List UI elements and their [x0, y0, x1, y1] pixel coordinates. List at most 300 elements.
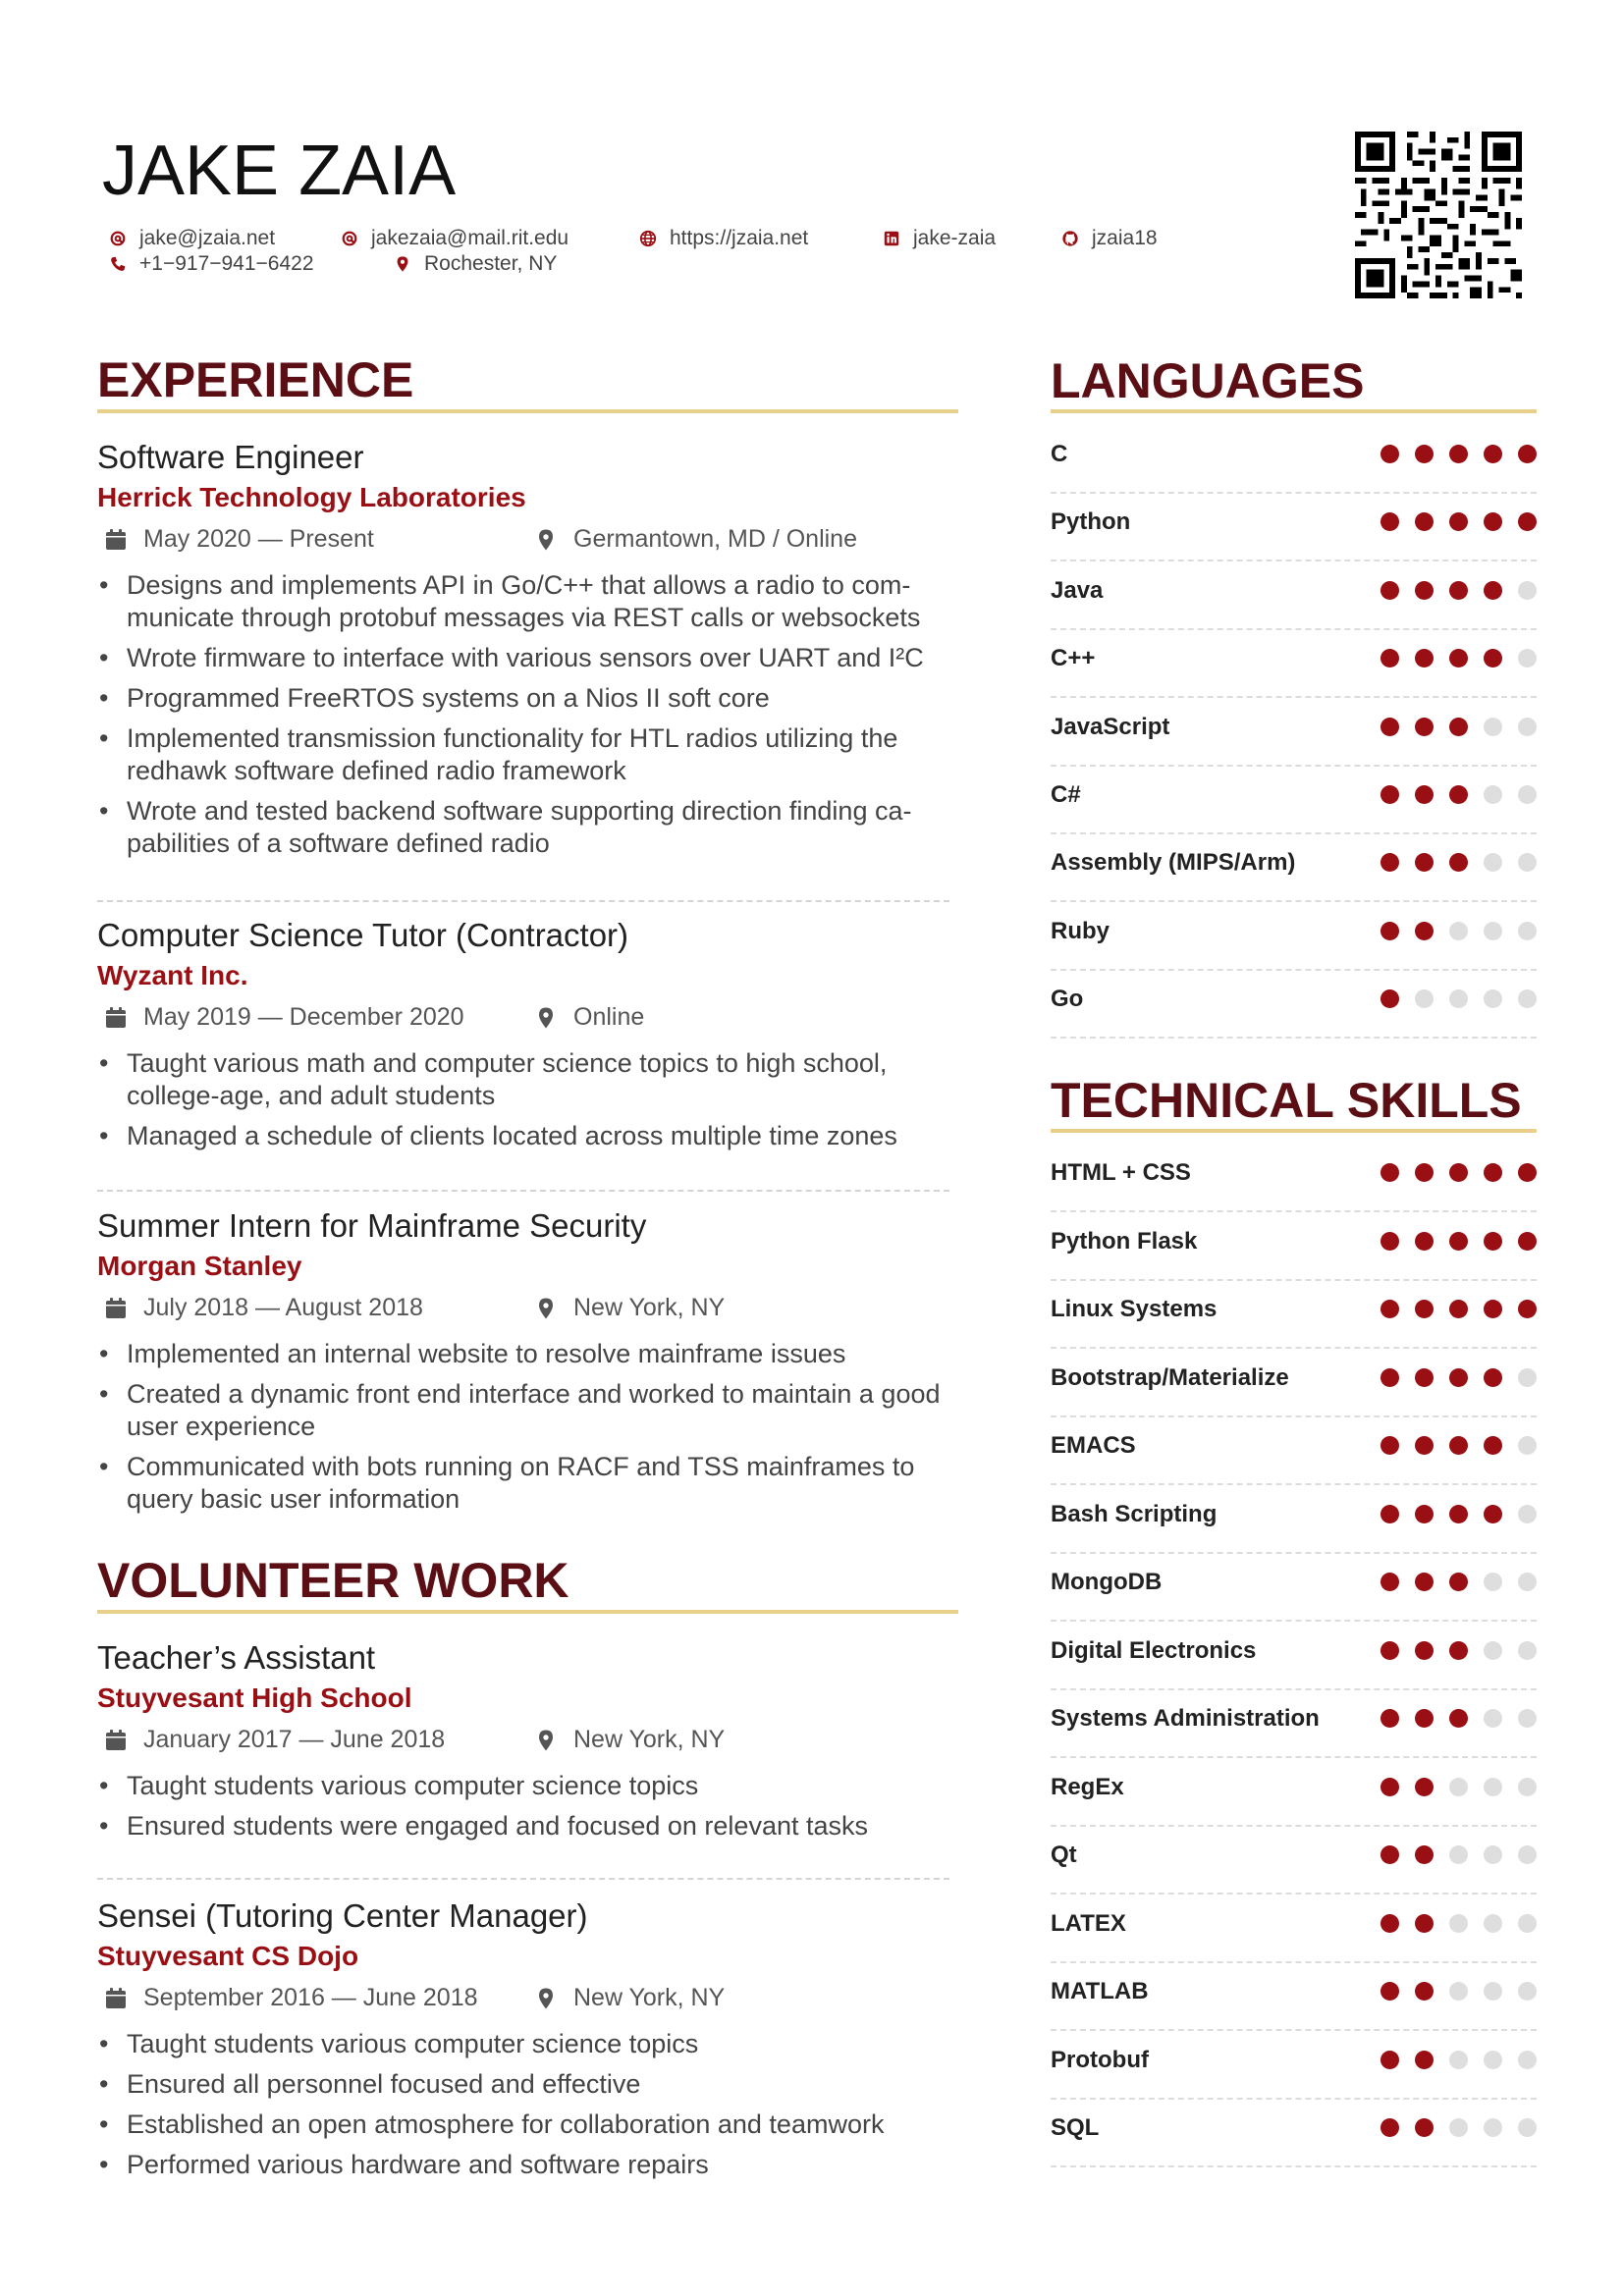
languages-row — [1051, 714, 1537, 782]
rating-dot-filled — [1415, 853, 1434, 872]
entry-separator — [97, 1878, 949, 1880]
rating-dot-filled — [1380, 1300, 1399, 1318]
entry-dates-text: May 2020 — Present — [143, 525, 374, 553]
rating-dot-empty — [1484, 1573, 1502, 1591]
skill-name: HTML + CSS — [1051, 1159, 1191, 1186]
bullet-item: • Created a dynamic front end interface and worked to maintain a good user experience — [97, 1378, 961, 1443]
entry-location — [534, 525, 857, 554]
rating-dot-empty — [1518, 1573, 1537, 1591]
rating-dot-filled — [1415, 1845, 1434, 1864]
rating-dot-filled — [1449, 785, 1468, 804]
skills-row — [1051, 1978, 1537, 2047]
skill-rating — [1365, 1845, 1537, 1864]
rating-dot-filled — [1415, 1778, 1434, 1796]
contact-email-school[interactable] — [340, 227, 568, 250]
rating-dot-filled — [1449, 1368, 1468, 1387]
row-separator — [1051, 765, 1537, 767]
skills-row — [1051, 1159, 1537, 1228]
rating-dot-filled — [1380, 2051, 1399, 2069]
candidate-name: JAKE ZAIA — [102, 132, 457, 210]
skill-name: Assembly (MIPS/Arm) — [1051, 849, 1296, 877]
rating-dot-filled — [1380, 1436, 1399, 1455]
skill-name: Bootstrap/Materialize — [1051, 1363, 1289, 1391]
skill-rating — [1365, 1778, 1537, 1796]
rating-dot-empty — [1415, 989, 1434, 1008]
rating-dot-filled — [1518, 1300, 1537, 1318]
rating-dot-filled — [1415, 1368, 1434, 1387]
calendar-icon — [104, 1987, 128, 2010]
rating-dot-filled — [1415, 1573, 1434, 1591]
rating-dot-filled — [1449, 512, 1468, 531]
bullet-item: • Taught students various computer science topics — [97, 2028, 961, 2060]
skill-rating — [1365, 1573, 1537, 1591]
skill-rating — [1365, 1982, 1537, 2001]
entry-bullet-list — [97, 1047, 961, 1160]
location-icon — [534, 1729, 558, 1752]
calendar-icon — [104, 1006, 128, 1030]
rating-dot-filled — [1484, 1163, 1502, 1182]
rating-dot-empty — [1484, 1914, 1502, 1933]
skills-row — [1051, 1364, 1537, 1433]
rating-dot-filled — [1380, 1845, 1399, 1864]
rating-dot-filled — [1484, 445, 1502, 463]
entry-dates — [104, 1294, 423, 1322]
location-icon — [393, 254, 412, 274]
rating-dot-filled — [1518, 445, 1537, 463]
qr-code — [1355, 132, 1522, 298]
rating-dot-filled — [1415, 1709, 1434, 1728]
rating-dot-filled — [1484, 1300, 1502, 1318]
skills-row — [1051, 1637, 1537, 1706]
globe-icon — [638, 229, 658, 248]
skills-row — [1051, 1842, 1537, 1910]
rating-dot-empty — [1484, 989, 1502, 1008]
rating-dot-filled — [1449, 1436, 1468, 1455]
row-separator — [1051, 1279, 1537, 1281]
skill-name: MATLAB — [1051, 1978, 1149, 2004]
row-separator — [1051, 1552, 1537, 1554]
entry-role: Sensei (Tutoring Center Manager) — [97, 1897, 588, 1934]
rating-dot-empty — [1449, 1845, 1468, 1864]
rating-dot-filled — [1484, 649, 1502, 667]
skills-row — [1051, 1569, 1537, 1637]
row-separator — [1051, 1688, 1537, 1690]
languages-row — [1051, 918, 1537, 987]
rating-dot-empty — [1484, 1845, 1502, 1864]
entry-location — [534, 1003, 644, 1032]
skill-name: C# — [1051, 781, 1081, 808]
languages-row — [1051, 441, 1537, 509]
row-separator — [1051, 1415, 1537, 1417]
languages-heading-rule — [1051, 409, 1537, 413]
languages-row — [1051, 645, 1537, 714]
rating-dot-empty — [1449, 2118, 1468, 2137]
rating-dot-filled — [1380, 1641, 1399, 1660]
rating-dot-filled — [1380, 581, 1399, 600]
rating-dot-filled — [1380, 1163, 1399, 1182]
skill-rating — [1365, 1232, 1537, 1251]
rating-dot-filled — [1484, 1232, 1502, 1251]
rating-dot-filled — [1380, 649, 1399, 667]
skills-row — [1051, 1432, 1537, 1501]
languages-heading: LANGUAGES — [1051, 353, 1365, 408]
rating-dot-filled — [1518, 1163, 1537, 1182]
contact-website-text: https://jzaia.net — [670, 227, 809, 249]
skill-rating — [1365, 1505, 1537, 1523]
bullet-item: • Implemented transmission functionality for HTL radios utilizing the redhawk software defined radio framework — [97, 722, 961, 787]
row-separator — [1051, 1893, 1537, 1895]
bullet-item: • Wrote and tested backend software supporting direction finding ca-pabilities of a software defined radio — [97, 795, 961, 860]
skill-name: Linux Systems — [1051, 1296, 1218, 1322]
row-separator — [1051, 1037, 1537, 1039]
entry-location-text: New York, NY — [573, 1294, 726, 1321]
rating-dot-empty — [1484, 853, 1502, 872]
skills-row — [1051, 1774, 1537, 1842]
rating-dot-empty — [1449, 1778, 1468, 1796]
languages-row — [1051, 849, 1537, 918]
contact-github[interactable] — [1060, 227, 1158, 250]
skill-name: Qt — [1051, 1842, 1077, 1868]
at-icon — [340, 229, 359, 248]
rating-dot-empty — [1484, 718, 1502, 736]
rating-dot-filled — [1380, 1982, 1399, 2001]
skill-rating — [1365, 1914, 1537, 1933]
row-separator — [1051, 1483, 1537, 1485]
skills-heading: TECHNICAL SKILLS — [1051, 1073, 1522, 1128]
skill-rating — [1365, 1709, 1537, 1728]
rating-dot-empty — [1484, 922, 1502, 940]
rating-dot-filled — [1415, 1505, 1434, 1523]
languages-row — [1051, 986, 1537, 1054]
rating-dot-empty — [1484, 2118, 1502, 2137]
languages-row — [1051, 577, 1537, 646]
entry-dates — [104, 1984, 478, 2012]
phone-icon — [108, 254, 128, 274]
skill-name: MongoDB — [1051, 1569, 1163, 1595]
entry-dates-text: May 2019 — December 2020 — [143, 1003, 464, 1031]
linkedin-icon — [882, 229, 901, 248]
row-separator — [1051, 1756, 1537, 1758]
rating-dot-filled — [1415, 1163, 1434, 1182]
calendar-icon — [104, 528, 128, 552]
calendar-icon — [104, 1297, 128, 1320]
skill-rating — [1365, 1300, 1537, 1318]
bullet-item: • Ensured students were engaged and focused on relevant tasks — [97, 1810, 961, 1842]
row-separator — [1051, 2098, 1537, 2100]
rating-dot-filled — [1449, 581, 1468, 600]
rating-dot-filled — [1415, 1436, 1434, 1455]
skill-rating — [1365, 1163, 1537, 1182]
skill-name: Ruby — [1051, 917, 1110, 944]
bullet-item: • Implemented an internal website to resolve mainframe issues — [97, 1338, 961, 1370]
skills-row — [1051, 1296, 1537, 1364]
entry-separator — [97, 1190, 949, 1192]
rating-dot-filled — [1449, 1300, 1468, 1318]
contact-phone-text: +1−917−941−6422 — [139, 252, 314, 275]
rating-dot-filled — [1415, 512, 1434, 531]
skill-name: Java — [1051, 576, 1104, 604]
contact-website[interactable] — [638, 227, 808, 250]
entry-separator — [97, 900, 949, 902]
bullet-item: • Wrote firmware to interface with various sensors over UART and I²C — [97, 642, 961, 674]
skill-name: Digital Electronics — [1051, 1636, 1257, 1664]
rating-dot-empty — [1449, 922, 1468, 940]
skills-heading-rule — [1051, 1129, 1537, 1133]
rating-dot-filled — [1484, 1436, 1502, 1455]
skill-name: LATEX — [1051, 1909, 1126, 1937]
rating-dot-filled — [1380, 2118, 1399, 2137]
rating-dot-filled — [1380, 445, 1399, 463]
row-separator — [1051, 832, 1537, 834]
rating-dot-empty — [1484, 785, 1502, 804]
skill-rating — [1365, 512, 1537, 531]
rating-dot-empty — [1484, 1709, 1502, 1728]
rating-dot-filled — [1415, 445, 1434, 463]
rating-dot-filled — [1484, 581, 1502, 600]
skill-rating — [1365, 785, 1537, 804]
skill-rating — [1365, 1436, 1537, 1455]
skill-name: SQL — [1051, 2114, 1100, 2141]
rating-dot-filled — [1415, 1641, 1434, 1660]
rating-dot-filled — [1415, 1232, 1434, 1251]
entry-location-text: Online — [573, 1003, 645, 1031]
contact-github-text: jzaia18 — [1092, 227, 1158, 249]
entry-organization: Stuyvesant CS Dojo — [97, 1941, 359, 1971]
skill-name: Go — [1051, 986, 1084, 1013]
rating-dot-filled — [1449, 649, 1468, 667]
row-separator — [1051, 492, 1537, 494]
skills-row — [1051, 2047, 1537, 2115]
bullet-item: • Taught students various computer science topics — [97, 1770, 961, 1802]
rating-dot-filled — [1380, 1914, 1399, 1933]
contact-phone[interactable] — [108, 252, 314, 276]
rating-dot-filled — [1415, 1914, 1434, 1933]
rating-dot-empty — [1518, 718, 1537, 736]
rating-dot-empty — [1518, 853, 1537, 872]
contact-email-text: jake@jzaia.net — [139, 227, 276, 249]
row-separator — [1051, 1620, 1537, 1622]
bullet-item: • Communicated with bots running on RACF and TSS mainframes to query basic user information — [97, 1451, 961, 1516]
rating-dot-filled — [1380, 1232, 1399, 1251]
rating-dot-empty — [1449, 2051, 1468, 2069]
rating-dot-filled — [1415, 2051, 1434, 2069]
skill-rating — [1365, 581, 1537, 600]
bullet-item: • Programmed FreeRTOS systems on a Nios II soft core — [97, 682, 961, 715]
rating-dot-filled — [1380, 1778, 1399, 1796]
bullet-item: • Designs and implements API in Go/C++ that allows a radio to com-municate through protobuf messages via REST calls or websockets — [97, 569, 961, 634]
skill-rating — [1365, 989, 1537, 1008]
entry-dates — [104, 1726, 445, 1754]
contact-linkedin-text: jake-zaia — [913, 227, 997, 249]
experience-heading: EXPERIENCE — [97, 352, 414, 407]
entry-location — [534, 1294, 725, 1322]
row-separator — [1051, 1961, 1537, 1963]
languages-row — [1051, 781, 1537, 850]
row-separator — [1051, 628, 1537, 630]
rating-dot-filled — [1415, 718, 1434, 736]
entry-organization: Morgan Stanley — [97, 1251, 302, 1281]
rating-dot-filled — [1380, 853, 1399, 872]
entry-dates — [104, 1003, 464, 1032]
entry-location — [534, 1984, 725, 2012]
location-icon — [534, 1006, 558, 1030]
bullet-item: • Taught various math and computer science topics to high school, college-age, and adult students — [97, 1047, 961, 1112]
rating-dot-filled — [1518, 1232, 1537, 1251]
rating-dot-empty — [1449, 1914, 1468, 1933]
skill-rating — [1365, 2118, 1537, 2137]
skills-row — [1051, 1228, 1537, 1297]
bullet-item: • Performed various hardware and software repairs — [97, 2149, 961, 2181]
row-separator — [1051, 696, 1537, 698]
rating-dot-filled — [1380, 1709, 1399, 1728]
rating-dot-filled — [1449, 1709, 1468, 1728]
rating-dot-filled — [1380, 922, 1399, 940]
rating-dot-filled — [1449, 1232, 1468, 1251]
contact-email[interactable] — [108, 227, 275, 250]
rating-dot-filled — [1380, 1573, 1399, 1591]
rating-dot-filled — [1484, 512, 1502, 531]
rating-dot-filled — [1484, 1368, 1502, 1387]
row-separator — [1051, 969, 1537, 971]
row-separator — [1051, 2165, 1537, 2167]
skill-rating — [1365, 1368, 1537, 1387]
rating-dot-empty — [1518, 1505, 1537, 1523]
languages-row — [1051, 508, 1537, 577]
entry-organization: Wyzant Inc. — [97, 960, 248, 990]
skill-name: EMACS — [1051, 1432, 1136, 1459]
rating-dot-empty — [1518, 649, 1537, 667]
entry-location-text: New York, NY — [573, 1726, 726, 1753]
rating-dot-filled — [1449, 1163, 1468, 1182]
rating-dot-empty — [1518, 2118, 1537, 2137]
rating-dot-filled — [1415, 1300, 1434, 1318]
skill-rating — [1365, 718, 1537, 736]
rating-dot-empty — [1518, 1436, 1537, 1455]
contact-linkedin[interactable] — [882, 227, 996, 250]
rating-dot-empty — [1518, 1641, 1537, 1660]
skill-name: Python — [1051, 508, 1131, 536]
entry-dates — [104, 525, 374, 554]
rating-dot-empty — [1518, 1368, 1537, 1387]
skill-name: Protobuf — [1051, 2046, 1149, 2073]
rating-dot-filled — [1415, 785, 1434, 804]
rating-dot-empty — [1518, 1982, 1537, 2001]
skill-name: JavaScript — [1051, 713, 1170, 740]
entry-role: Teacher’s Assistant — [97, 1639, 376, 1676]
entry-bullet-list — [97, 569, 961, 868]
skill-rating — [1365, 2051, 1537, 2069]
rating-dot-filled — [1449, 718, 1468, 736]
entry-location-text: Germantown, MD / Online — [573, 525, 857, 553]
skill-name: RegEx — [1051, 1773, 1124, 1800]
rating-dot-filled — [1415, 922, 1434, 940]
skill-rating — [1365, 1641, 1537, 1660]
entry-organization: Stuyvesant High School — [97, 1682, 412, 1713]
skills-row — [1051, 1705, 1537, 1774]
row-separator — [1051, 900, 1537, 902]
rating-dot-empty — [1449, 989, 1468, 1008]
rating-dot-filled — [1449, 445, 1468, 463]
rating-dot-empty — [1484, 1982, 1502, 2001]
skill-rating — [1365, 649, 1537, 667]
rating-dot-filled — [1415, 1982, 1434, 2001]
skill-name: Bash Scripting — [1051, 1500, 1218, 1527]
bullet-item: • Managed a schedule of clients located across multiple time zones — [97, 1120, 961, 1152]
location-icon — [534, 528, 558, 552]
row-separator — [1051, 1347, 1537, 1349]
location-icon — [534, 1987, 558, 2010]
contact-location-text: Rochester, NY — [424, 252, 558, 275]
rating-dot-empty — [1518, 1914, 1537, 1933]
entry-dates-text: September 2016 — June 2018 — [143, 1984, 478, 2011]
rating-dot-filled — [1449, 853, 1468, 872]
volunteer-heading: VOLUNTEER WORK — [97, 1553, 569, 1608]
skill-name: Python Flask — [1051, 1227, 1198, 1255]
rating-dot-filled — [1415, 581, 1434, 600]
entry-role: Computer Science Tutor (Contractor) — [97, 917, 629, 953]
bullet-item: • Established an open atmosphere for collaboration and teamwork — [97, 2109, 961, 2141]
entry-location-text: New York, NY — [573, 1984, 726, 2011]
skill-rating — [1365, 922, 1537, 940]
skill-rating — [1365, 445, 1537, 463]
entry-role: Software Engineer — [97, 439, 364, 475]
skill-name: C — [1051, 441, 1068, 467]
rating-dot-filled — [1380, 718, 1399, 736]
rating-dot-empty — [1484, 1778, 1502, 1796]
entry-location — [534, 1726, 725, 1754]
skills-row — [1051, 2114, 1537, 2183]
row-separator — [1051, 2029, 1537, 2031]
entry-dates-text: January 2017 — June 2018 — [143, 1726, 446, 1753]
rating-dot-empty — [1518, 922, 1537, 940]
rating-dot-filled — [1380, 989, 1399, 1008]
rating-dot-empty — [1518, 1709, 1537, 1728]
skills-row — [1051, 1501, 1537, 1570]
entry-organization: Herrick Technology Laboratories — [97, 482, 526, 512]
calendar-icon — [104, 1729, 128, 1752]
rating-dot-empty — [1518, 785, 1537, 804]
rating-dot-filled — [1449, 1505, 1468, 1523]
entry-dates-text: July 2018 — August 2018 — [143, 1294, 423, 1321]
rating-dot-empty — [1518, 1845, 1537, 1864]
bullet-item: • Ensured all personnel focused and effective — [97, 2068, 961, 2101]
rating-dot-filled — [1415, 2118, 1434, 2137]
rating-dot-filled — [1380, 1505, 1399, 1523]
volunteer-heading-rule — [97, 1610, 958, 1614]
rating-dot-empty — [1518, 581, 1537, 600]
contact-email-school-text: jakezaia@mail.rit.edu — [371, 227, 569, 249]
row-separator — [1051, 1210, 1537, 1212]
location-icon — [534, 1297, 558, 1320]
entry-role: Summer Intern for Mainframe Security — [97, 1207, 647, 1244]
entry-bullet-list — [97, 2028, 961, 2189]
rating-dot-empty — [1484, 2051, 1502, 2069]
row-separator — [1051, 1825, 1537, 1827]
skill-name: C++ — [1051, 645, 1096, 672]
rating-dot-filled — [1380, 785, 1399, 804]
skill-rating — [1365, 853, 1537, 872]
row-separator — [1051, 560, 1537, 561]
rating-dot-empty — [1518, 1778, 1537, 1796]
rating-dot-empty — [1449, 1982, 1468, 2001]
rating-dot-empty — [1518, 2051, 1537, 2069]
entry-bullet-list — [97, 1338, 961, 1523]
at-icon — [108, 229, 128, 248]
rating-dot-empty — [1484, 1641, 1502, 1660]
contact-location — [393, 252, 557, 276]
rating-dot-filled — [1380, 1368, 1399, 1387]
rating-dot-filled — [1449, 1641, 1468, 1660]
